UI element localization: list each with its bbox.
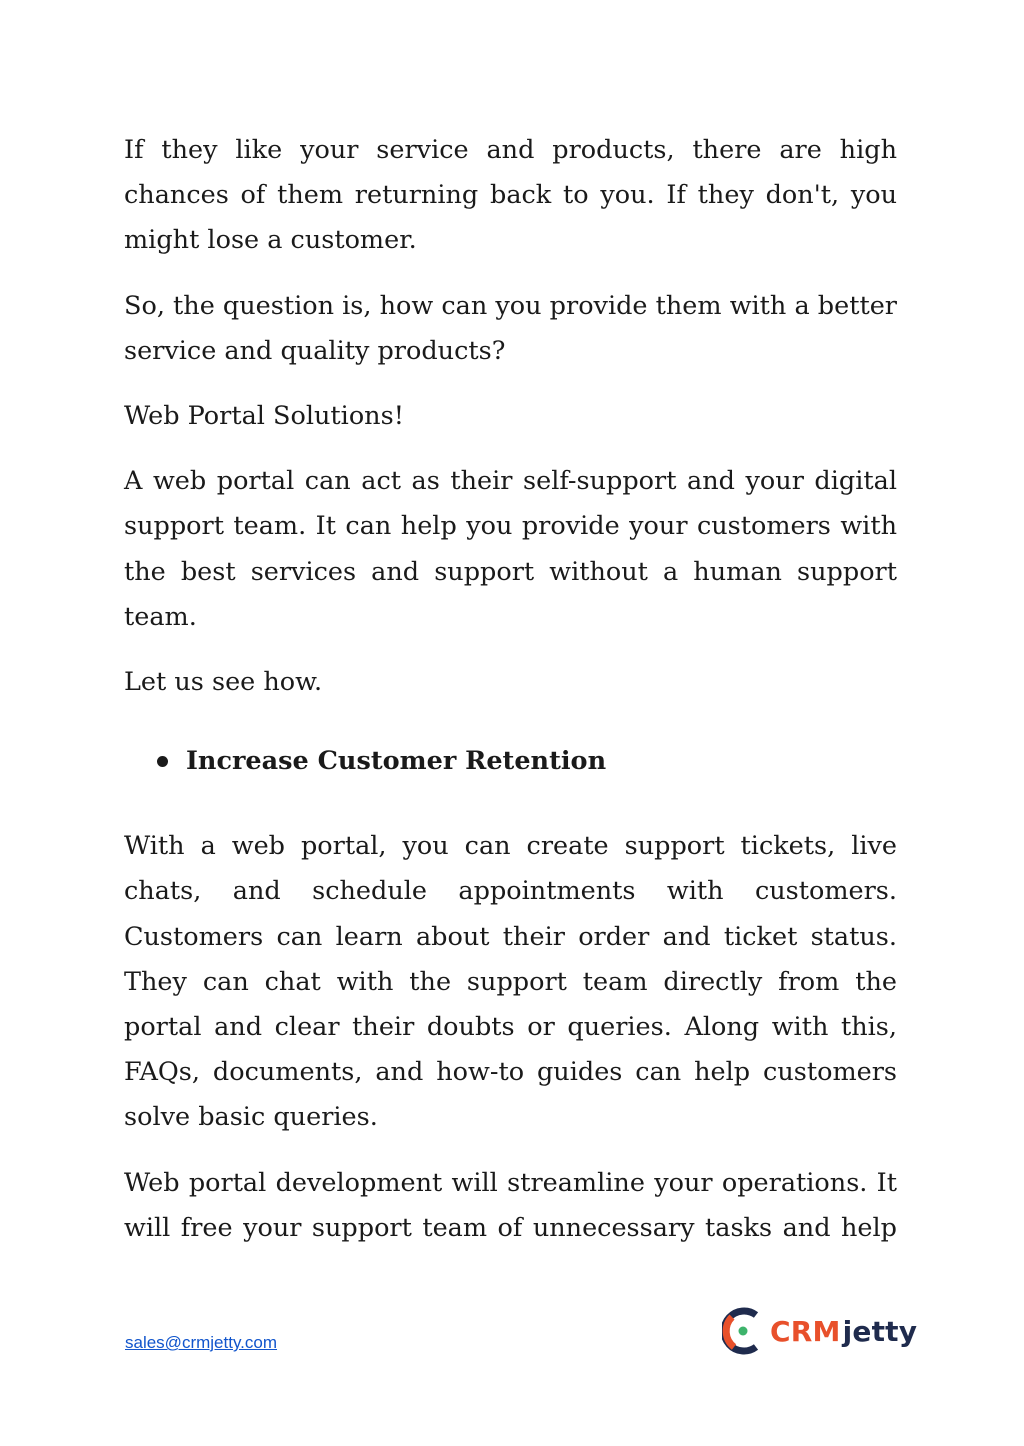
paragraph-self-support: A web portal can act as their self-support and your digital support team. It can help you provide your customers with the best services and support without a human support team. [124,466,897,632]
logo-jetty-text: jetty [842,1314,918,1348]
paragraph-return-customers: If they like your service and products, there are high chances of them returning back to you. If they don't, you might lose a customer. [124,135,897,256]
paragraph-streamline-operations: Web portal development will streamline your operations. It will free your support team of unnecessary tasks and help [124,1167,897,1243]
bullet-label: Increase Customer Retention [186,746,607,777]
crmjetty-logo [722,1305,917,1357]
bullet-dot-icon [157,756,168,767]
paragraph-question: So, the question is, how can you provide them with a better service and quality products? [124,290,897,366]
document-body [124,128,897,1271]
paragraph-let-us-see: Let us see how. [124,667,323,698]
logo-wordmark [770,1315,917,1348]
paragraph-web-portal-solutions: Web Portal Solutions! [124,401,404,432]
paragraph-support-tickets: With a web portal, you can create support tickets, live chats, and schedule appointments with customers. Customers can learn about their order and ticket status. They can chat with the support team directly from the portal and clear their doubts or queries. Along with this, FAQs, documents, and how-to guides can help customers solve basic queries. [124,831,897,1133]
bullet-item-customer-retention [124,739,897,784]
logo-crm-text: CRM [770,1314,841,1348]
crmjetty-c-logo-icon [722,1307,760,1355]
footer-email-link[interactable]: sales@crmjetty.com [125,1333,278,1352]
bullet-list [124,739,897,784]
